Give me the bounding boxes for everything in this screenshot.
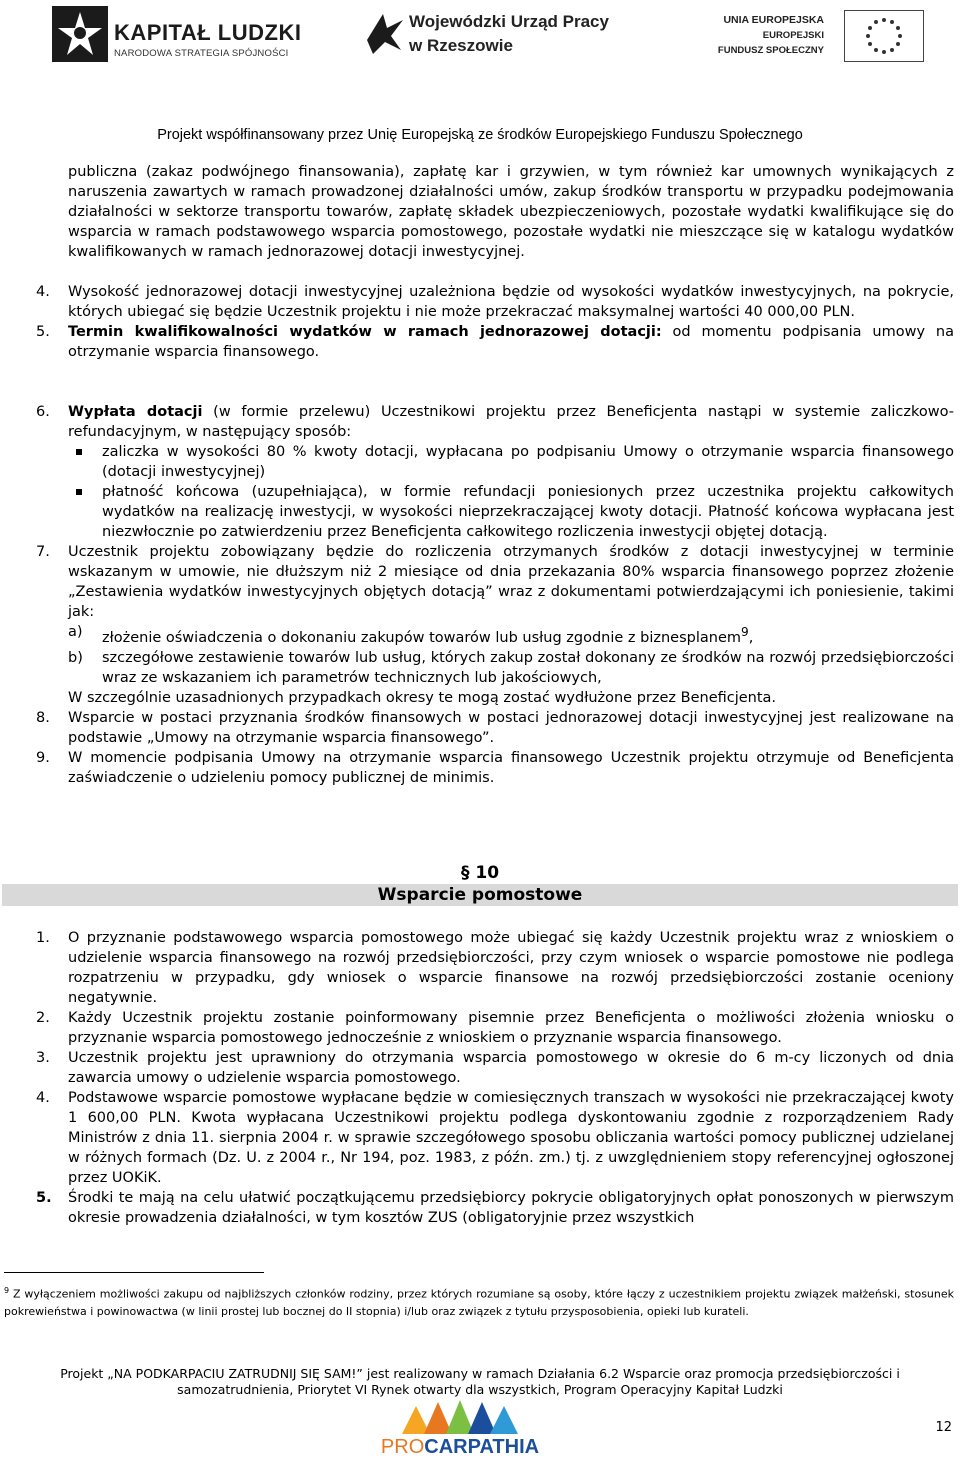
main-text bbox=[36, 162, 954, 788]
point-number: 4. bbox=[36, 284, 50, 300]
point-number: 2. bbox=[36, 1010, 50, 1026]
eu-logo bbox=[717, 10, 924, 62]
bullet-text: zaliczka w wysokości 80 % kwoty dotacji, wypłacana po podpisaniu Umowy o otrzymanie wsparcia finansowego (dotacji inwestycyjnej) bbox=[102, 444, 954, 480]
footnote-mark: 9 bbox=[4, 1286, 10, 1295]
bullet-item bbox=[102, 442, 954, 482]
eu-flag-icon bbox=[844, 10, 924, 62]
header-logos bbox=[0, 0, 960, 70]
logo-pro: PRO bbox=[380, 1436, 425, 1458]
point-text: Wsparcie w postaci przyznania środków finansowych w postaci jednorazowej dotacji inwestycyjnej jest realizowane na podstawie „Umowy na otrzymanie wsparcia finansowego”. bbox=[68, 709, 954, 746]
footer-line-2: samozatrudnienia, Priorytet VI Rynek otwarty dla wszystkich, Program Operacyjny Kapitał Ludzki bbox=[177, 1382, 783, 1397]
point-text: W momencie podpisania Umowy na otrzymanie wsparcia finansowego Uczestnik projektu otrzymuje od Beneficjenta zaświadczenie o udzieleniu pomocy publicznej de minimis. bbox=[68, 749, 954, 786]
footnote bbox=[4, 1282, 954, 1320]
sub-item-b bbox=[68, 648, 954, 688]
project-cofinancing-line: Projekt współfinansowany przez Unię Europejską ze środków Europejskiego Funduszu Społecznego bbox=[157, 127, 803, 143]
point-text: Podstawowe wsparcie pomostowe wypłacane będzie w comiesięcznych transzach w wysokości nie przekraczającej kwoty 1 600,00 PLN. Kwota wypłacana Uczestnikowi projektu podlega dyskontowaniu zgodnie z rozporządzeniem Rady Ministrów z dnia 11. sierpnia 2004 r. w sprawie szczegółowego sposobu obliczania wartości pomocy publicznej udzielanej w różnych formach (Dz. U. z 2004 r., Nr 194, poz. 1983, z późn. zm.) tj. z uwzględnieniem stopy referencyjnej ogłoszonej przez UOKiK. bbox=[68, 1090, 954, 1186]
section-point-1 bbox=[36, 928, 954, 1008]
point-8 bbox=[36, 708, 954, 748]
wup-bird-icon bbox=[365, 10, 405, 58]
point-number: 3. bbox=[36, 1050, 50, 1066]
eu-fund-line2: FUNDUSZ SPOŁECZNY bbox=[717, 45, 824, 56]
point-7 bbox=[36, 542, 954, 622]
point-text: Każdy Uczestnik projektu zostanie poinformowany pisemnie przez Beneficjenta o możliwości złożenia wniosku o przyznanie wsparcia pomostowego jednocześnie z wnioskiem o przyznanie wsparcia finansowego. bbox=[68, 1010, 954, 1046]
point-7-tail: W szczególnie uzasadnionych przypadkach okresy te mogą zostać wydłużone przez Beneficjenta. bbox=[68, 689, 777, 706]
sub-item-label: a) bbox=[68, 624, 83, 640]
kapital-ludzki-logo bbox=[52, 6, 302, 64]
point-bold-text: Termin kwalifikowalności wydatków w ramach jednorazowej dotacji: bbox=[68, 324, 662, 340]
procarpathia-logo bbox=[380, 1400, 540, 1460]
intro-paragraph: publiczna (zakaz podwójnego finansowania), zapłatę kar i grzywien, w tym również kar umownych wynikających z naruszenia zawartych w ramach prowadzonej działalności umów, zakup środków transportu w przypadku podejmowania działalności w sektorze transportu towarów, zapłatę składek ubezpieczeniowych, pozostałe wydatki kwalifikujące się do wsparcia w ramach podstawowego wsparcia pomostowego, pozostałe wydatki nie mieszczące się w katalogu wydatków kwalifikowanych w ramach jednorazowej dotacji inwestycyjnej. bbox=[68, 164, 954, 260]
bullet-item bbox=[102, 482, 954, 542]
page-number: 12 bbox=[935, 1420, 952, 1435]
point-4 bbox=[36, 282, 954, 322]
point-5 bbox=[36, 322, 954, 362]
eu-fund-line1: EUROPEJSKI bbox=[762, 30, 824, 41]
footnote-reference: 9 bbox=[741, 625, 749, 639]
footer-line-1: Projekt „NA PODKARPACIU ZATRUDNIJ SIĘ SAM!” jest realizowany w ramach Działania 6.2 Wsparcie oraz promocja przedsiębiorczości i bbox=[60, 1366, 900, 1381]
point-text: Uczestnik projektu jest uprawniony do otrzymania wsparcia pomostowego w okresie do 6 m-cy liczonych od dnia zawarcia umowy o udzielenie wsparcia pomostowego. bbox=[68, 1050, 954, 1086]
kapital-ludzki-name: KAPITAŁ LUDZKI bbox=[114, 20, 302, 45]
kapital-ludzki-subtitle: NARODOWA STRATEGIA SPÓJNOŚCI bbox=[114, 48, 289, 59]
point-number: 4. bbox=[36, 1090, 50, 1106]
point-text: Uczestnik projektu zobowiązany będzie do rozliczenia otrzymanych środków z dotacji inwestycyjnej w terminie wskazanym w umowie, nie dłuższym niż 2 miesiące od dnia przekazania 80% wsparcia finansowego poprzez złożenie „Zestawienia wydatków inwestycyjnych objętych dotacją” wraz z dokumentami potwierdzającymi ich poniesienie, takimi jak: bbox=[68, 544, 954, 620]
point-bold-text: Wypłata dotacji bbox=[68, 404, 203, 420]
point-text: O przyznanie podstawowego wsparcia pomostowego może ubiegać się każdy Uczestnik projektu wraz z wnioskiem o udzielenie wsparcia finansowego na rozwój przedsiębiorczości, przy czym wniosek o wsparcie pomostowe nie podlega rozpatrzeniu w przypadku, gdy wniosek o wsparcie finansowe na rozwój przedsiębiorczości zostanie oceniony negatywnie. bbox=[68, 930, 954, 1006]
procarpathia-wordmark bbox=[380, 1436, 540, 1459]
point-text: (w formie przelewu) Uczestnikowi projektu przez Beneficjenta nastąpi w systemie zaliczkowo-refundacyjnym, w następujący sposób: bbox=[68, 404, 954, 440]
point-number: 5. bbox=[36, 324, 50, 340]
section-symbol: § 10 bbox=[460, 863, 500, 883]
point-6 bbox=[36, 402, 954, 442]
point-number: 5. bbox=[36, 1190, 52, 1206]
procarpathia-triangles-icon bbox=[392, 1400, 528, 1434]
point-number: 1. bbox=[36, 930, 50, 946]
sub-item-text: szczegółowe zestawienie towarów lub usług, których zakup został dokonany ze środków na rozwój przedsiębiorczości wraz ze wskazaniem ich parametrów technicznych lub jakościowych, bbox=[102, 649, 954, 686]
point-text: Wysokość jednorazowej dotacji inwestycyjnej uzależniona będzie od wysokości wydatków inwestycyjnych, na pokrycie, których ubiegać się będzie Uczestnik projektu i nie może przekraczać maksymalnej wartości 40 000,00 PLN. bbox=[68, 284, 954, 320]
wup-name-line2: w Rzeszowie bbox=[409, 36, 513, 55]
section-point-3 bbox=[36, 1048, 954, 1088]
section-title: Wsparcie pomostowe bbox=[2, 884, 958, 906]
section-text bbox=[36, 928, 954, 1228]
section-point-2 bbox=[36, 1008, 954, 1048]
wup-logo bbox=[365, 10, 655, 62]
kapital-ludzki-emblem bbox=[52, 6, 108, 62]
wup-name-line1: Wojewódzki Urząd Pracy bbox=[409, 12, 609, 31]
point-number: 9. bbox=[36, 749, 50, 766]
square-bullet-icon bbox=[76, 489, 82, 495]
point-text: od momentu podpisania umowy na otrzymanie wsparcia finansowego. bbox=[68, 324, 954, 360]
page-footer bbox=[0, 1366, 960, 1398]
point-9 bbox=[36, 748, 954, 788]
point-text: Środki te mają na celu ułatwić początkującemu przedsiębiorcy pokrycie obligatoryjnych opłat ponoszonych w pierwszym okresie prowadzenia działalności, w tym kosztów ZUS (obligatoryjnie przez wszystkich bbox=[68, 1190, 954, 1226]
sub-item-text: złożenie oświadczenia o dokonaniu zakupów towarów lub usług zgodnie z biznesplanem bbox=[102, 629, 741, 646]
sub-item-a bbox=[68, 622, 954, 648]
footnote-separator bbox=[4, 1272, 264, 1273]
point-number: 7. bbox=[36, 544, 50, 560]
logo-carpathia: CARPATHIA bbox=[424, 1436, 540, 1458]
footnote-text: Z wyłączeniem możliwości zakupu od najbliższych członków rodziny, przez których rozumiane są osoby, które łączy z uczestnikiem projektu związek małżeński, stosunek pokrewieństwa i powinowactwa (w linii prostej lub bocznej do II stopnia) i/lub oraz związek z tytułu przysposobienia, opieki lub kurateli. bbox=[4, 1287, 954, 1318]
eu-name: UNIA EUROPEJSKA bbox=[723, 14, 824, 26]
point-number: 6. bbox=[36, 404, 50, 420]
bullet-text: płatność końcowa (uzupełniająca), w formie refundacji poniesionych przez uczestnika projektu całkowitych wydatków na realizację inwestycji, w wysokości nieprzekraczającej kwoty dotacji. Płatność końcowa wypłacana jest niezwłocznie po zatwierdzeniu przez Beneficjenta całkowitego rozliczenia inwestycji objętej dotacją. bbox=[102, 484, 954, 540]
section-point-5 bbox=[36, 1188, 954, 1228]
sub-item-punct: , bbox=[748, 629, 754, 646]
section-point-4 bbox=[36, 1088, 954, 1188]
square-bullet-icon bbox=[76, 449, 82, 455]
section-heading bbox=[0, 862, 960, 906]
point-number: 8. bbox=[36, 709, 50, 726]
sub-item-label: b) bbox=[68, 649, 83, 666]
